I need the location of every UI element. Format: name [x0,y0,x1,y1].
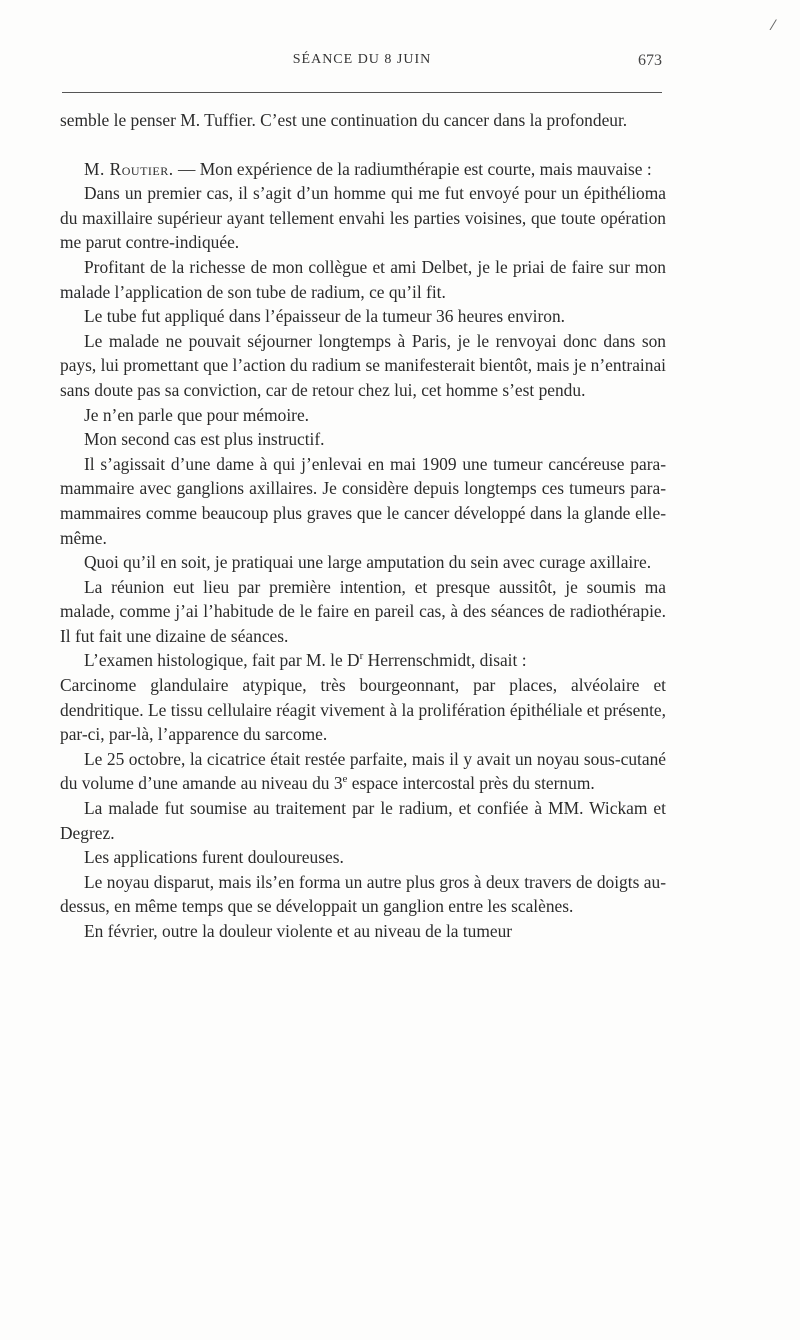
paragraph: Carcinome glandulaire atypique, très bourgeonnant, par places, alvéolaire et dendritique. Le tissu cellulaire réagit vivement à la prolifération épithéliale et présente, par-ci, par-là, l’apparence du sarcome. [60,675,666,745]
paragraph-text: espace intercostal près du sternum. [351,773,595,794]
space-ordinal-num: 3 [333,773,343,794]
exam-lead: L’examen histologique, fait par M. le D [84,650,360,671]
space-ordinal-sup: e [342,773,348,786]
paragraph: Je n’en parle que pour mémoire. [84,404,310,425]
paragraph: Mon second cas est plus instructif. [84,429,325,450]
speaker-name: M. Routier. [84,158,174,179]
running-header [62,52,662,76]
speaker-text: — Mon expérience de la radiumthérapie est courte, mais mauvaise : [173,158,652,179]
paragraph: Les applications furent douloureuses. [84,847,344,868]
paragraph: La malade fut soumise au traitement par le radium, et confiée à MM. Wickam et Degrez. [60,798,666,843]
paragraph: Le tube fut appliqué dans l’épaisseur de la tumeur 36 heures environ. [84,306,565,327]
header-title: SÉANCE DU 8 JUIN [292,52,432,67]
paragraph: Il s’agissait d’une dame à qui j’enlevai en mai 1909 une tumeur cancéreuse para-mammaire avec ganglions axillaires. Je considère depuis longtemps ces tumeurs para-mammaires comme beaucoup plus graves que le cancer développé dans la glande elle-même. [60,453,666,548]
paragraph: Dans un premier cas, il s’agit d’un homme qui me fut envoyé pour un épithélioma du maxillaire supérieur ayant tellement envahi les parties voisines, que toute opération me parut contre-indiquée. [60,183,666,253]
header-rule [62,92,662,93]
paragraph [60,747,666,796]
paragraph: La réunion eut lieu par première intention, et presque aussitôt, je soumis ma malade, comme j’ai l’habitude de le faire en pareil cas, à des séances de radiothérapie. Il fut fait une dizaine de séances. [60,576,666,646]
exam-sup: r [359,650,364,663]
paragraph-routier [60,157,666,182]
paragraph: Le malade ne pouvait séjourner longtemps à Paris, je le renvoyai donc dans son pays, lui promettant que l’action du radium se manifesterait bientôt, mais je n’entrainai sans doute pas sa conviction, car de retour chez lui, cet homme s’est pendu. [60,330,666,400]
paragraph: Quoi qu’il en soit, je pratiquai une large amputation du sein avec curage axillaire. [84,552,652,573]
paragraph: semble le penser M. Tuffier. C’est une continuation du cancer dans la profondeur. [60,110,628,130]
page-number: 673 [638,52,662,69]
paragraph: En février, outre la douleur violente et au niveau de la tumeur [84,921,513,941]
corner-mark: ⁄ [772,18,775,34]
paragraph-exam [60,648,666,673]
paragraph-text: Le 25 octobre, la cicatrice était restée parfaite, mais il y avait un noyau sous-cutané du volume d’une amande au niveau du [60,748,666,794]
exam-after: Herrenschmidt, disait : [363,650,527,671]
body-text [60,108,666,944]
paragraph: Profitant de la richesse de mon collègue et ami Delbet, je le priai de faire sur mon malade l’application de son tube de radium, ce qu’il fit. [60,256,666,302]
paragraph: Le noyau disparut, mais ils’en forma un autre plus gros à deux travers de doigts au-dessus, en même temps que se développait un ganglion entre les scalènes. [60,871,666,917]
